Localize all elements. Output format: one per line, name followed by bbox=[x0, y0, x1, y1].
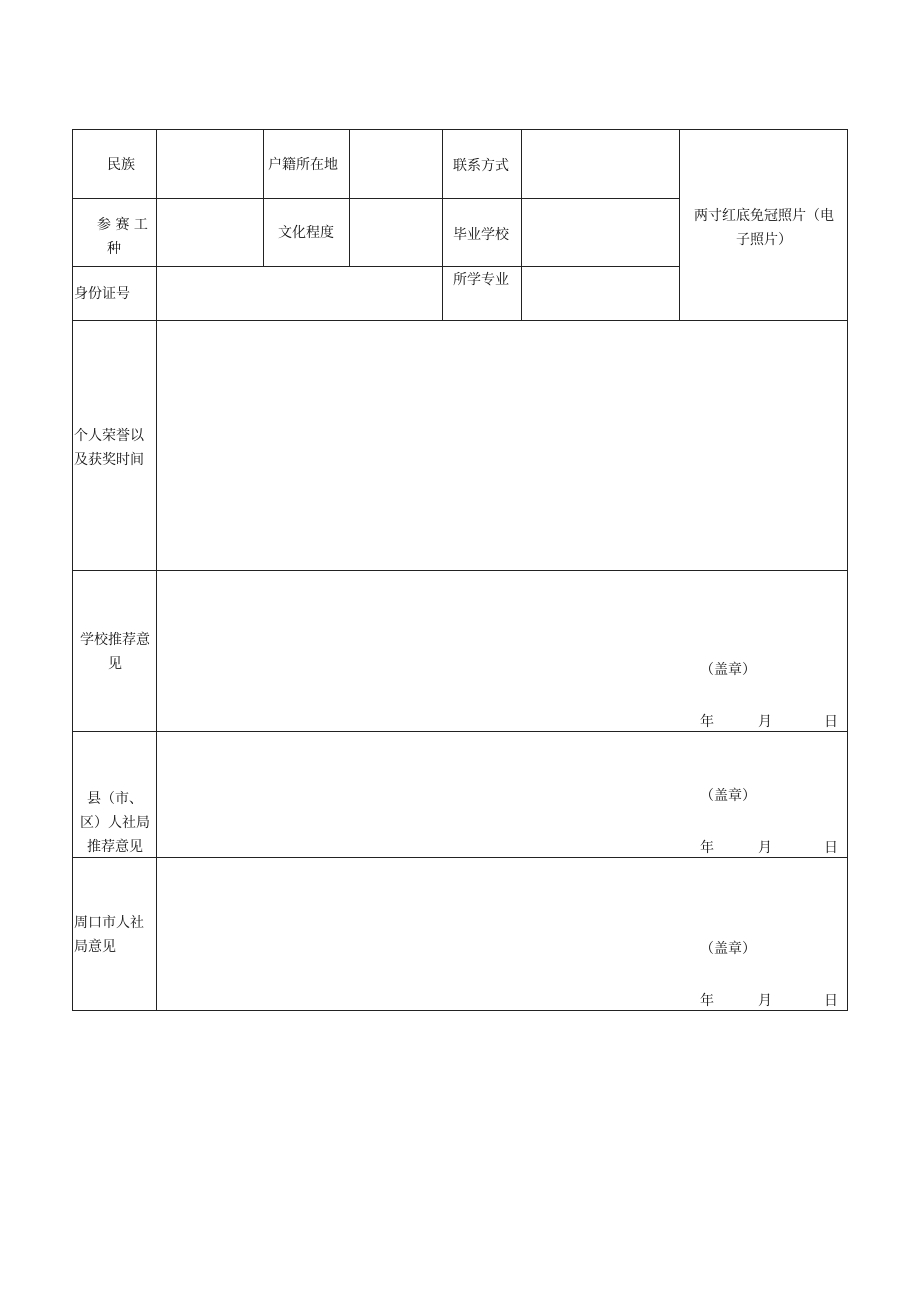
city-opinion-label-line1: 周口市人社 bbox=[74, 915, 144, 931]
city-opinion-label bbox=[74, 911, 144, 959]
id-number-field[interactable] bbox=[157, 267, 442, 320]
trade-field[interactable] bbox=[157, 199, 263, 266]
honors-field[interactable] bbox=[157, 321, 848, 570]
county-seal-text: （盖章） bbox=[700, 788, 756, 804]
id-number-label: 身份证号 bbox=[74, 286, 130, 302]
county-date-year: 年 bbox=[700, 840, 714, 856]
trade-label-line1: 参 赛 工 bbox=[97, 217, 148, 233]
divider-col-4 bbox=[442, 130, 443, 321]
honors-label-line1: 个人荣誉以 bbox=[74, 428, 144, 444]
county-date-month: 月 bbox=[758, 840, 772, 856]
ethnicity-label: 民族 bbox=[107, 157, 135, 173]
school-seal-text: （盖章） bbox=[700, 662, 756, 678]
trade-label-line2: 种 bbox=[107, 241, 121, 257]
city-seal-text: （盖章） bbox=[700, 941, 756, 957]
hukou-field[interactable] bbox=[350, 130, 442, 198]
city-opinion-field[interactable] bbox=[157, 858, 848, 1010]
contact-field[interactable] bbox=[522, 130, 679, 198]
county-recommend-label-line2: 区）人社局 bbox=[80, 815, 150, 831]
school-recommend-label-line2: 见 bbox=[108, 656, 122, 672]
photo-note-line1: 两寸红底免冠照片（电 bbox=[694, 208, 834, 224]
county-recommend-label bbox=[73, 787, 157, 859]
education-label: 文化程度 bbox=[278, 225, 334, 241]
city-date-month: 月 bbox=[758, 993, 772, 1009]
city-date-day: 日 bbox=[824, 993, 838, 1009]
city-date-year: 年 bbox=[700, 993, 714, 1009]
photo-placeholder[interactable] bbox=[680, 204, 848, 252]
school-recommend-label-line1: 学校推荐意 bbox=[80, 632, 150, 648]
school-label: 毕业学校 bbox=[453, 227, 509, 243]
county-date-day: 日 bbox=[824, 840, 838, 856]
major-field[interactable] bbox=[522, 267, 679, 320]
trade-label bbox=[83, 213, 155, 261]
honors-label bbox=[74, 424, 144, 472]
ethnicity-field[interactable] bbox=[157, 130, 263, 198]
contact-label: 联系方式 bbox=[453, 158, 509, 174]
honors-label-line2: 及获奖时间 bbox=[74, 452, 144, 468]
school-field[interactable] bbox=[522, 199, 679, 266]
school-date-month: 月 bbox=[758, 714, 772, 730]
major-label: 所学专业 bbox=[453, 272, 509, 288]
school-date-day: 日 bbox=[824, 714, 838, 730]
registration-form-table bbox=[72, 129, 848, 1011]
school-date-year: 年 bbox=[700, 714, 714, 730]
county-recommend-label-line3: 推荐意见 bbox=[87, 839, 143, 855]
photo-note-line2: 子照片） bbox=[736, 232, 792, 248]
hukou-label: 户籍所在地 bbox=[268, 157, 338, 173]
school-recommend-label bbox=[73, 628, 157, 676]
city-opinion-label-line2: 局意见 bbox=[74, 939, 116, 955]
education-field[interactable] bbox=[350, 199, 442, 266]
school-recommend-field[interactable] bbox=[157, 571, 848, 731]
county-recommend-label-line1: 县（市、 bbox=[87, 791, 143, 807]
